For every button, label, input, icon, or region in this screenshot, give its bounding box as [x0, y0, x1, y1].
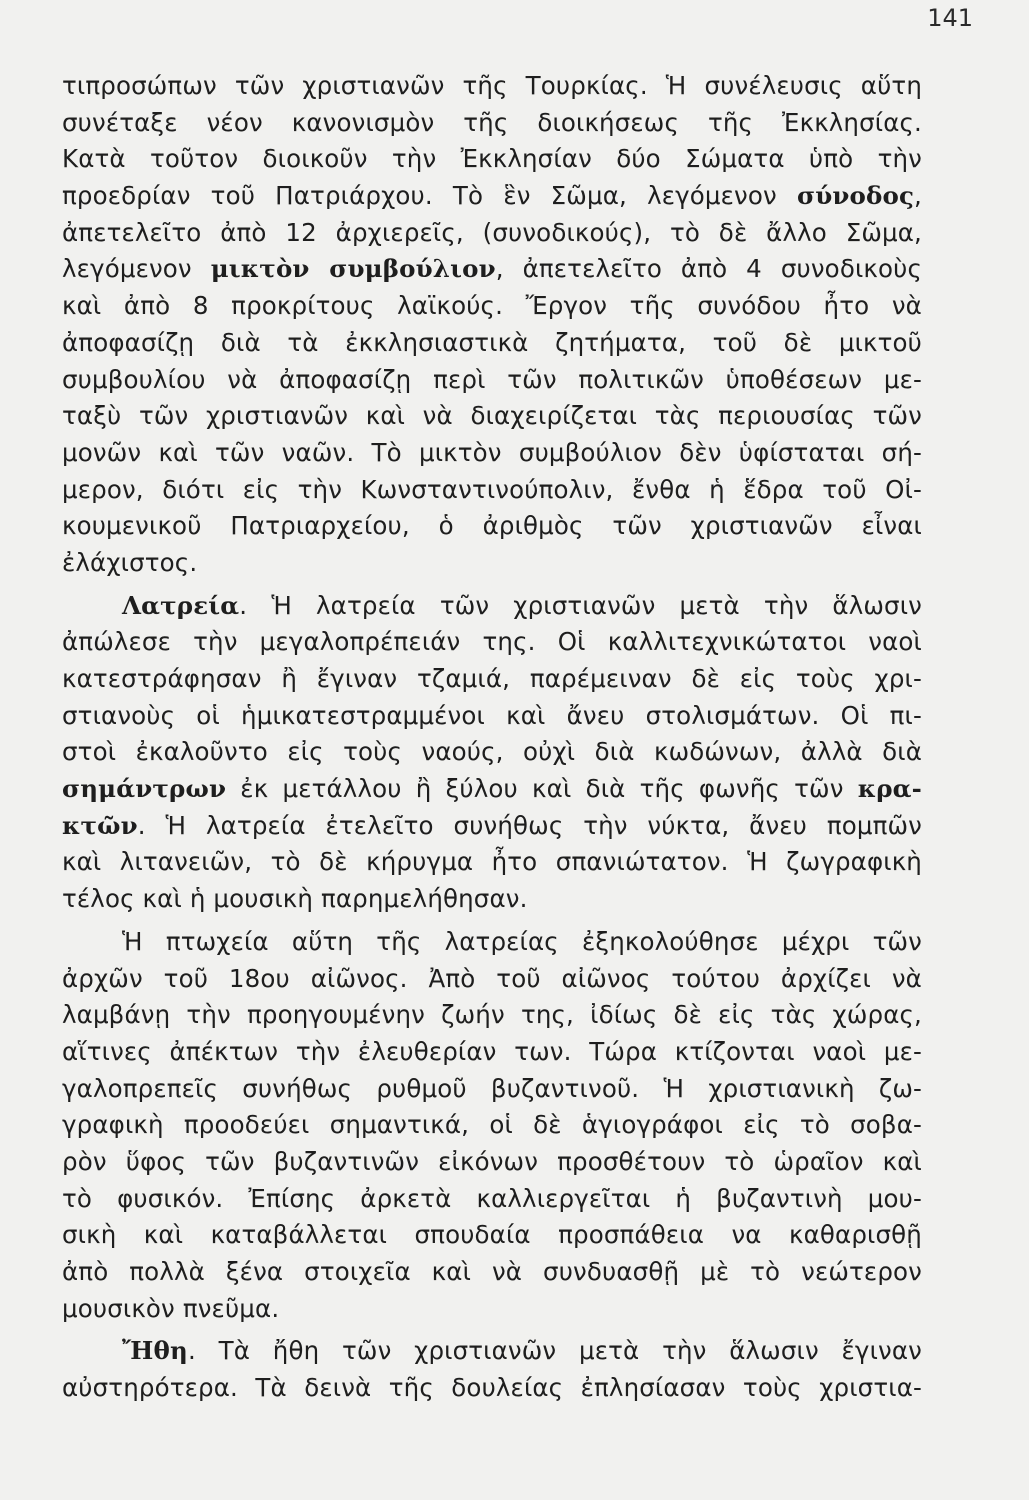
paragraph-p4	[62, 1333, 922, 1406]
text-segment: τὸ φυσικόν. Ἐπίσης ἀρκετὰ καλλιεργεῖται ἡ βυζαντινὴ μου-	[62, 1183, 922, 1213]
text-segment: ἀπώλεσε τὴν μεγαλοπρέπειάν της. Οἱ καλλιτεχνικώτατοι ναοὶ	[62, 627, 922, 657]
text-segment: στιανοὺς οἱ ἡμικατεστραμμένοι καὶ ἄνευ στολισμάτων. Οἱ πι-	[62, 700, 922, 730]
text-line	[62, 588, 922, 625]
text-segment: μερον, διότι εἰς τὴν Κωνσταντινούπολιν, ἔνθα ἡ ἕδρα τοῦ Οἰ-	[62, 474, 922, 504]
text-segment: καὶ ἀπὸ 8 προκρίτους λαϊκούς. Ἔργον τῆς συνόδου ἦτο νὰ	[62, 291, 922, 321]
text-segment: . Ἡ λατρεία τῶν χριστιανῶν μετὰ τὴν ἅλωσιν	[239, 590, 922, 620]
text-segment: αὐστηρότερα. Τὰ δεινὰ τῆς δουλείας ἐπλησίασαν τοὺς χριστια-	[62, 1373, 922, 1403]
text-segment: γραφικὴ προοδεύει σημαντικά, οἱ δὲ ἁγιογράφοι εἰς τὸ σοβα-	[62, 1110, 922, 1140]
text-line	[62, 105, 922, 142]
text-line	[62, 325, 922, 362]
text-line	[62, 472, 922, 509]
text-line	[62, 362, 922, 399]
paragraph-p1	[62, 68, 922, 582]
paragraph-p3	[62, 924, 922, 1328]
paragraph-p2	[62, 588, 922, 918]
text-line	[62, 288, 922, 325]
text-segment: ἀπὸ πολλὰ ξένα στοιχεῖα καὶ νὰ συνδυασθῇ μὲ τὸ νεώτερον	[62, 1257, 922, 1286]
text-segment: σικὴ καὶ καταβάλλεται σπουδαία προσπάθεια να καθαρισθῇ	[62, 1220, 922, 1250]
text-segment: μουσικὸν πνεῦμα.	[62, 1293, 280, 1323]
text-segment: προεδρίαν τοῦ Πατριάρχου. Τὸ ἓν Σῶμα, λεγόμενον	[62, 181, 797, 211]
text-line	[62, 215, 922, 252]
text-line	[62, 881, 922, 918]
text-line	[62, 844, 922, 881]
text-line	[62, 997, 922, 1034]
text-segment: ἀπετελεῖτο ἀπὸ 12 ἀρχιερεῖς, (συνοδικούς), τὸ δὲ ἄλλο Σῶμα,	[62, 217, 922, 247]
text-line	[62, 924, 922, 961]
text-line	[62, 698, 922, 735]
bold-term: κρα-	[857, 774, 922, 804]
text-line	[62, 1370, 922, 1407]
text-segment: ἐλάχιστος.	[62, 547, 198, 577]
bold-term: μικτὸν συμβούλιον	[210, 254, 496, 284]
text-segment: συνέταξε νέον κανονισμὸν τῆς διοικήσεως τῆς Ἐκκλησίας.	[62, 107, 922, 137]
text-segment: . Τὰ ἤθη τῶν χριστιανῶν μετὰ τὴν ἅλωσιν ἔγιναν	[187, 1336, 922, 1366]
text-segment: ,	[914, 181, 922, 211]
text-line	[62, 1291, 922, 1328]
text-line	[62, 141, 922, 178]
text-segment: ρὸν ὕφος τῶν βυζαντινῶν εἰκόνων προσθέτουν τὸ ὡραῖον καὶ	[62, 1146, 922, 1176]
text-segment: Κατὰ τοῦτον διοικοῦν τὴν Ἐκκλησίαν δύο Σώματα ὑπὸ τὴν	[62, 144, 922, 174]
text-line	[62, 624, 922, 661]
text-segment: ταξὺ τῶν χριστιανῶν καὶ νὰ διαχειρίζεται τὰς περιουσίας τῶν	[62, 401, 922, 431]
text-segment: τέλος καὶ ἡ μουσικὴ παρημελήθησαν.	[62, 884, 528, 914]
text-line	[62, 1333, 922, 1370]
text-segment: . Ἡ λατρεία ἐτελεῖτο συνήθως τὴν νύκτα, ἄνευ πομπῶν	[137, 810, 922, 840]
text-segment: αἵτινες ἀπέκτων τὴν ἐλευθερίαν των. Τώρα κτίζονται ναοὶ με-	[62, 1036, 922, 1066]
text-line	[62, 1034, 922, 1071]
text-line	[62, 508, 922, 545]
text-line	[62, 435, 922, 472]
text-line	[62, 1254, 922, 1291]
text-segment: συμβουλίου νὰ ἀποφασίζῃ περὶ τῶν πολιτικῶν ὑποθέσεων με-	[62, 364, 922, 394]
text-segment: καὶ λιτανειῶν, τὸ δὲ κήρυγμα ἦτο σπανιώτατον. Ἡ ζωγραφικὴ	[62, 847, 922, 877]
text-segment: Ἡ πτωχεία αὕτη τῆς λατρείας ἐξηκολούθησε μέχρι τῶν	[122, 926, 922, 956]
text-segment: μονῶν καὶ τῶν ναῶν. Τὸ μικτὸν συμβούλιον δὲν ὑφίσταται σή-	[62, 437, 922, 467]
text-line	[62, 734, 922, 771]
bold-term: Λατρεία	[122, 590, 240, 620]
text-line	[62, 251, 922, 288]
text-segment: ἀποφασίζῃ διὰ τὰ ἐκκλησιαστικὰ ζητήματα, τοῦ δὲ μικτοῦ	[62, 327, 922, 357]
text-segment: στοὶ ἐκαλοῦντο εἰς τοὺς ναούς, οὐχὶ διὰ κωδώνων, ἀλλὰ διὰ	[62, 737, 922, 767]
text-line	[62, 1107, 922, 1144]
text-line	[62, 68, 922, 105]
text-segment: γαλοπρεπεῖς συνήθως ρυθμοῦ βυζαντινοῦ. Ἡ χριστιανικὴ ζω-	[62, 1073, 922, 1103]
text-line	[62, 545, 922, 582]
bold-term: Ἤθη	[122, 1336, 188, 1366]
text-segment: κατεστράφησαν ἢ ἔγιναν τζαμιά, παρέμειναν δὲ εἰς τοὺς χρι-	[62, 664, 922, 693]
text-line	[62, 661, 922, 698]
text-line	[62, 1144, 922, 1181]
text-line	[62, 961, 922, 998]
text-line	[62, 178, 922, 215]
text-segment: κουμενικοῦ Πατριαρχείου, ὁ ἀριθμὸς τῶν χριστιανῶν εἶναι	[62, 511, 922, 541]
text-segment: τιπροσώπων τῶν χριστιανῶν τῆς Τουρκίας. Ἡ συνέλευσις αὕτη	[62, 71, 922, 100]
text-line	[62, 771, 922, 808]
body-text	[62, 68, 922, 1407]
text-line	[62, 1071, 922, 1108]
bold-term: σημάντρων	[62, 774, 227, 804]
text-segment: , ἀπετελεῖτο ἀπὸ 4 συνοδικοὺς	[495, 254, 922, 284]
text-line	[62, 1217, 922, 1254]
text-line	[62, 398, 922, 435]
text-line	[62, 1181, 922, 1218]
text-segment: ἐκ μετάλλου ἢ ξύλου καὶ διὰ τῆς φωνῆς τῶν	[226, 774, 858, 804]
page-number: 141	[927, 4, 973, 32]
text-segment: ἀρχῶν τοῦ 18ου αἰῶνος. Ἀπὸ τοῦ αἰῶνος τούτου ἀρχίζει νὰ	[62, 963, 922, 993]
bold-term: σύνοδος	[796, 181, 915, 211]
text-line	[62, 808, 922, 845]
bold-term: κτῶν	[62, 810, 138, 840]
text-segment: λαμβάνῃ τὴν προηγουμένην ζωήν της, ἰδίως δὲ εἰς τὰς χώρας,	[62, 1000, 922, 1030]
text-segment: λεγόμενον	[62, 254, 211, 284]
